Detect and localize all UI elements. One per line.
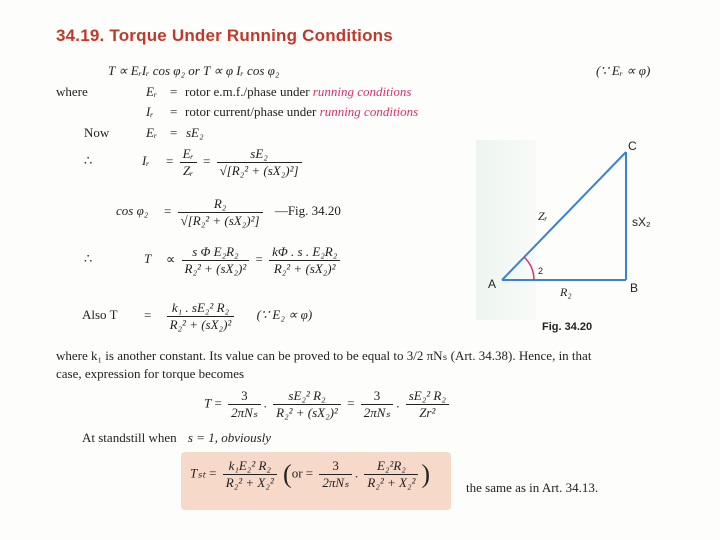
vertex-c-label: C [628, 139, 637, 153]
fig-reference: —Fig. 34.20 [274, 203, 341, 219]
also-torque-equation: Also T = $\frac{\text{k₁ . sE₂² R₂}}{\text{R₂² + (sX₂)²}}$ (∵ E₂ ∝ φ) [82, 300, 313, 332]
figure-caption: Fig. 34.20 [542, 321, 593, 333]
now-er: Eᵣ [146, 125, 158, 140]
vertex-b-label: B [630, 281, 639, 295]
running-conditions-text-2: running conditions [319, 104, 419, 119]
impedance-triangle-figure [476, 130, 676, 345]
ir-equation: ∴ Iᵣ = $\frac{\text{Eᵣ}}{\text{Zᵣ}}$ = $\frac{\text{sE₂}}{\text{√[R₂² + (sX₂)²]}}$ [84, 146, 305, 179]
torque-proportion-formula: T ∝ EᵣIᵣ cos φ₂ or T ∝ φ Iᵣ cos φ₂ [108, 63, 280, 78]
zr-label: Zᵣ [538, 209, 548, 223]
triangle-hypotenuse-zr [502, 152, 626, 280]
where-label: where [56, 84, 88, 99]
er-equals: = [170, 84, 178, 99]
now-equals: = [170, 125, 178, 140]
cos-phi-equation: cos φ₂ = $\frac{\text{R₂}}{\text{√[R₂² + (sX₂)²]}}$ —Fig. 34.20 [116, 196, 341, 228]
er-symbol: Eᵣ [146, 84, 158, 99]
emf-flux-note: (∵ Eᵣ ∝ φ) [596, 63, 651, 78]
paragraph-line-1: where k₁ is another constant. Its value can be proved to be equal to 3/2 πNₛ (Art. 34.38). Hence, in that [56, 348, 592, 363]
torque-final-equation: T = $\frac{3}{\text{2πNₛ}}$ . $\frac{\text{sE₂² R₂}}{\text{R₂² + (sX₂)²}}$ = $\frac{3}{\text{2πNₛ}}$ . $\frac{\text{sE₂² R₂}}{\text{Zr²}}$ [204, 388, 452, 421]
section-heading: 34.19. Torque Under Running Conditions [56, 26, 393, 45]
ir-symbol: Iᵣ [146, 104, 154, 119]
torque-proportional-equation: ∴ T ∝ $\frac{\text{s Φ E₂R₂}}{\text{R₂² + (sX₂)²}}$ = $\frac{\text{kΦ . s . E₂R₂}}{\text{R₂² + (sX₂)²}}$ [84, 244, 343, 277]
angle-label: 2 [538, 266, 544, 276]
angle-arc [524, 257, 534, 280]
now-label: Now [84, 125, 110, 140]
sx2-label: sX₂ [632, 215, 651, 229]
ir-definition: rotor current/phase under running conditions [185, 104, 419, 119]
ir-equals: = [170, 104, 178, 119]
standstill-torque-equation: Tₛₜ = $\frac{\text{k₁E₂² R₂}}{\text{R₂² + X₂²}}$ (or = $\frac{3}{\text{2πNₛ}}$ . $\frac{\text{E₂²R₂}}{\text{R₂² + X₂²}}$ ) [190, 458, 431, 490]
paragraph-line-2: case, expression for torque becomes [56, 366, 245, 381]
r2-label: R₂ [560, 285, 572, 299]
vertex-a-label: A [488, 277, 497, 291]
same-as-art-text: the same as in Art. 34.13. [466, 480, 599, 495]
running-conditions-text: running conditions [312, 84, 412, 99]
er-definition: rotor e.m.f./phase under running conditions [185, 84, 412, 99]
now-rhs: sE₂ [186, 125, 204, 140]
e2-flux-note: (∵ E₂ ∝ φ) [256, 307, 313, 323]
standstill-text: At standstill when s = 1, obviously [82, 430, 272, 445]
